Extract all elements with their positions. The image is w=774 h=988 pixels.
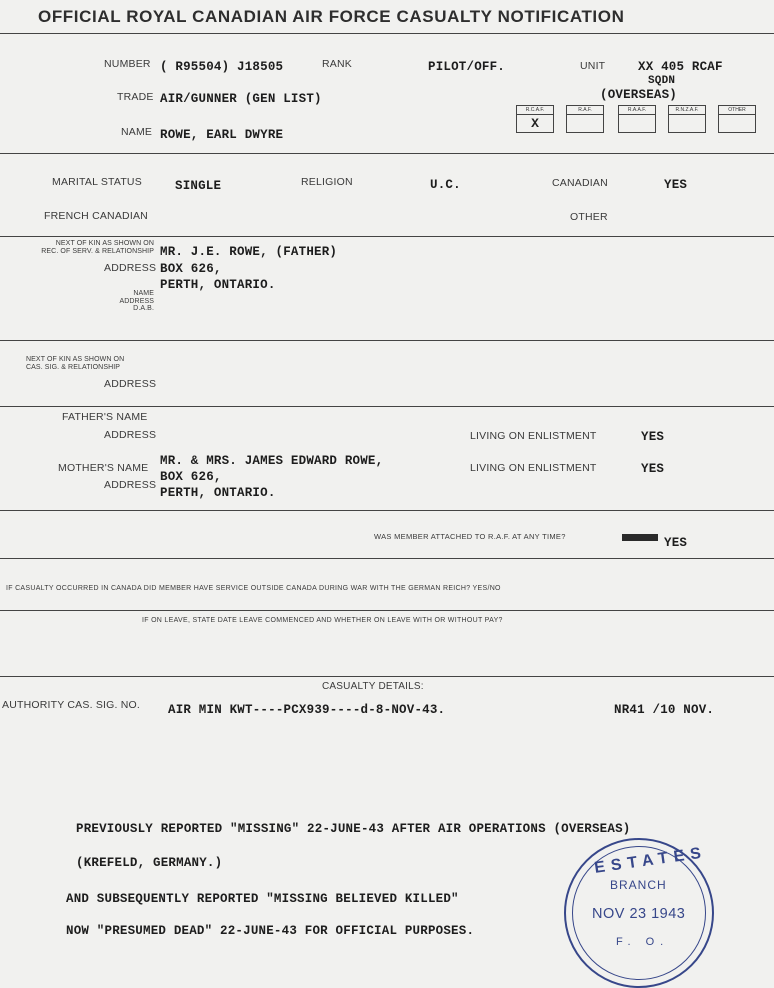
divider xyxy=(0,340,774,341)
service-box-label: R.A.A.F. xyxy=(619,107,655,115)
religion-label: RELIGION xyxy=(301,176,353,188)
divider xyxy=(0,610,774,611)
canadian-value: YES xyxy=(664,178,688,192)
divider xyxy=(0,558,774,559)
mother-name-value: MR. & MRS. JAMES EDWARD ROWE, xyxy=(160,454,384,468)
number-label: NUMBER xyxy=(104,58,151,70)
service-box-label: R.N.Z.A.F. xyxy=(669,107,705,115)
french-canadian-label: FRENCH CANADIAN xyxy=(44,210,148,222)
service-box xyxy=(566,105,604,133)
detail-line-2: (KREFELD, GERMANY.) xyxy=(76,856,223,870)
service-box xyxy=(516,105,554,133)
mothers-name-label: MOTHER'S NAME xyxy=(58,462,149,474)
mother-address-label: ADDRESS xyxy=(104,479,157,491)
member-name-value: ROWE, EARL DWYRE xyxy=(160,128,284,142)
father-address-label: ADDRESS xyxy=(104,429,157,441)
unit-value: XX 405 RCAF xyxy=(638,60,723,74)
stamp-bottom-text: F. O. xyxy=(616,936,670,948)
redaction-mark xyxy=(622,534,658,541)
mother-address-line1: BOX 626, xyxy=(160,470,222,484)
service-outside-question: IF CASUALTY OCCURRED IN CANADA DID MEMBER HAVE SERVICE OUTSIDE CANADA DURING WAR WITH THE GERMAN REICH? YES/NO xyxy=(6,585,501,592)
raf-attached-value: YES xyxy=(664,536,688,550)
service-box-label: R.A.F. xyxy=(567,107,603,115)
service-box-label: R.C.A.F. xyxy=(517,107,553,115)
authority-value: AIR MIN KWT----PCX939----d-8-NOV-43. xyxy=(168,703,446,717)
other-label: OTHER xyxy=(570,211,608,223)
on-leave-question: IF ON LEAVE, STATE DATE LEAVE COMMENCED AND WHETHER ON LEAVE WITH OR WITHOUT PAY? xyxy=(142,617,503,624)
nok2-line2: CAS. SIG. & RELATIONSHIP xyxy=(26,363,121,371)
stamp-top-text: ESTATES xyxy=(593,844,708,877)
dab-line1: NAME xyxy=(133,290,154,297)
mother-address-line2: PERTH, ONTARIO. xyxy=(160,486,276,500)
nok-address-line2: PERTH, ONTARIO. xyxy=(160,278,276,292)
fathers-name-label: FATHER'S NAME xyxy=(62,411,148,423)
trade-label: TRADE xyxy=(117,91,154,103)
name-label: NAME xyxy=(121,126,153,138)
nok-name-value: MR. J.E. ROWE, (FATHER) xyxy=(160,245,338,259)
divider xyxy=(0,510,774,511)
form-title: OFFICIAL ROYAL CANADIAN AIR FORCE CASUALTY NOTIFICATION xyxy=(38,7,625,26)
divider xyxy=(0,236,774,237)
nok-address-label: ADDRESS xyxy=(104,262,157,274)
nok-label-line1: NEXT OF KIN AS SHOWN ON xyxy=(55,240,154,247)
father-living-label: LIVING ON ENLISTMENT xyxy=(470,430,597,442)
nok-record-label xyxy=(30,240,154,255)
divider xyxy=(0,153,774,154)
casualty-details-label: CASUALTY DETAILS: xyxy=(322,681,424,692)
mother-living-label: LIVING ON ENLISTMENT xyxy=(470,462,597,474)
unit-label: UNIT xyxy=(580,60,606,72)
stamp-branch-text: BRANCH xyxy=(610,878,667,892)
service-box xyxy=(718,105,756,133)
service-box-label: OTHER xyxy=(719,107,755,115)
trade-value: AIR/GUNNER (GEN LIST) xyxy=(160,92,322,106)
name-address-dab-label xyxy=(84,290,154,313)
canadian-label: CANADIAN xyxy=(552,177,608,189)
unit-value-line3: (OVERSEAS) xyxy=(600,88,678,102)
rank-label: RANK xyxy=(322,58,352,70)
divider xyxy=(0,406,774,407)
detail-line-4: NOW "PRESUMED DEAD" 22-JUNE-43 FOR OFFICIAL PURPOSES. xyxy=(66,924,475,938)
nok-cas-sig-label xyxy=(26,356,154,371)
stamp-date: NOV 23 1943 xyxy=(592,906,686,922)
dab-line2: ADDRESS xyxy=(119,297,154,305)
nok-label-line2: REC. OF SERV. & RELATIONSHIP xyxy=(41,247,154,255)
marital-status-label: MARITAL STATUS xyxy=(52,176,142,188)
nok2-line1: NEXT OF KIN AS SHOWN ON xyxy=(26,356,125,363)
nok2-address-label: ADDRESS xyxy=(104,378,157,390)
father-living-value: YES xyxy=(641,430,665,444)
service-box-mark: X xyxy=(531,116,539,131)
unit-value-line2: SQDN xyxy=(648,75,676,87)
service-box xyxy=(618,105,656,133)
divider xyxy=(0,676,774,677)
authority-reference: NR41 /10 NOV. xyxy=(614,703,715,717)
marital-status-value: SINGLE xyxy=(175,179,222,193)
raf-attached-label: WAS MEMBER ATTACHED TO R.A.F. AT ANY TIME? xyxy=(374,532,566,541)
service-number-value: ( R95504) J18505 xyxy=(160,60,284,74)
nok-address-line1: BOX 626, xyxy=(160,262,222,276)
detail-line-3: AND SUBSEQUENTLY REPORTED "MISSING BELIEVED KILLED" xyxy=(66,892,459,906)
detail-line-1: PREVIOUSLY REPORTED "MISSING" 22-JUNE-43 AFTER AIR OPERATIONS (OVERSEAS) xyxy=(76,822,631,836)
dab-line3: D.A.B. xyxy=(133,305,154,312)
religion-value: U.C. xyxy=(430,178,461,192)
rank-value: PILOT/OFF. xyxy=(428,60,506,74)
authority-label: AUTHORITY CAS. SIG. NO. xyxy=(2,699,141,711)
mother-living-value: YES xyxy=(641,462,665,476)
received-stamp xyxy=(564,838,714,988)
service-box xyxy=(668,105,706,133)
form-header xyxy=(0,0,774,34)
